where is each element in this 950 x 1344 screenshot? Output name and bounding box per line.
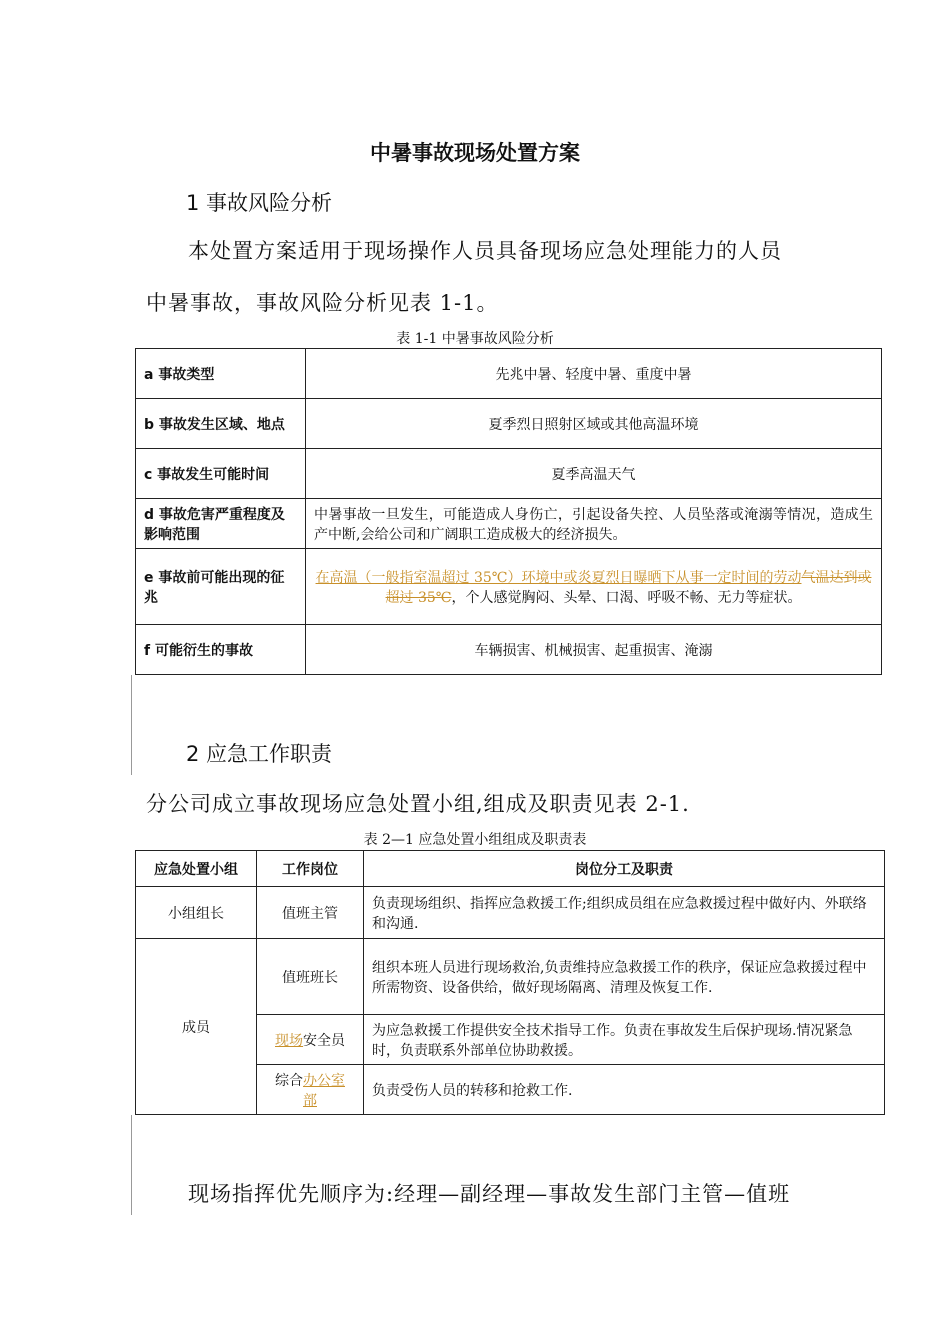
cell-text: 安全员 (303, 1032, 345, 1049)
table-cell-key: e 事故前可能出现的征兆 (136, 549, 306, 625)
table-cell-group: 小组组长 (136, 887, 257, 939)
table-row (136, 499, 882, 549)
table-cell-duty: 负责受伤人员的转移和抢救工作. (364, 1065, 885, 1115)
tracked-insertion: 办公室 (303, 1072, 345, 1089)
table-cell-key: d 事故危害严重程度及影响范围 (136, 499, 306, 549)
table-cell-value: 夏季高温天气 (306, 449, 882, 499)
table-cell-key: f 可能衍生的事故 (136, 625, 306, 675)
margin-line (131, 1115, 132, 1215)
section-heading-emergency-duties: 2 应急工作职责 (186, 742, 333, 766)
table-header-cell: 岗位分工及职责 (364, 851, 885, 887)
table-cell-key: b 事故发生区域、地点 (136, 399, 306, 449)
risk-analysis-table (135, 348, 882, 675)
table-cell-key: a 事故类型 (136, 349, 306, 399)
table-row (136, 399, 882, 449)
table-cell-duty: 组织本班人员进行现场救治,负责维持应急救援工作的秩序，保证应急救援过程中所需物资、设备供给，做好现场隔离、清理及恢复工作. (364, 939, 885, 1015)
table-cell-value: 车辆损害、机械损害、起重损害、淹溺 (306, 625, 882, 675)
tracked-insertion: 现场 (275, 1032, 303, 1049)
table-cell-value: 夏季烈日照射区域或其他高温环境 (306, 399, 882, 449)
table-cell-key: c 事故发生可能时间 (136, 449, 306, 499)
table-cell-value (306, 549, 882, 625)
footer-paragraph: 现场指挥优先顺序为:经理—副经理—事故发生部门主管—值班 (188, 1182, 791, 1206)
table-cell-value: 先兆中暑、轻度中暑、重度中暑 (306, 349, 882, 399)
table-row (136, 349, 882, 399)
paragraph-line: 分公司成立事故现场应急处置小组,组成及职责见表 2-1. (146, 792, 690, 816)
table-row (136, 449, 882, 499)
table-row (136, 549, 882, 625)
table-caption: 表 1-1 中暑事故风险分析 (396, 331, 554, 347)
table-cell-post: 值班主管 (257, 887, 364, 939)
table-cell-post (257, 1015, 364, 1065)
table-cell-duty: 负责现场组织、指挥应急救援工作;组织成员组在应急救援过程中做好内、外联络和沟通. (364, 887, 885, 939)
section-heading-risk-analysis: 1 事故风险分析 (186, 191, 333, 215)
table-cell-duty: 为应急救援工作提供安全技术指导工作。负责在事故发生后保护现场.情况紧急时，负责联系外部单位协助救援。 (364, 1015, 885, 1065)
tracked-insertion: 部 (303, 1092, 317, 1109)
cell-text: ，个人感觉胸闷、头晕、口渴、呼吸不畅、无力等症状。 (451, 589, 802, 606)
table-header-cell: 应急处置小组 (136, 851, 257, 887)
table-cell-value: 中暑事故一旦发生，可能造成人身伤亡，引起设备失控、人员坠落或淹溺等情况，造成生产中断,会给公司和广阔职工造成极大的经济损失。 (306, 499, 882, 549)
paragraph-line: 本处置方案适用于现场操作人员具备现场应急处理能力的人员 (188, 239, 782, 263)
document-title: 中暑事故现场处置方案 (370, 141, 580, 165)
table-cell-post (257, 1065, 364, 1115)
table-header-row (136, 851, 885, 887)
table-header-cell: 工作岗位 (257, 851, 364, 887)
margin-line (131, 675, 132, 775)
tracked-deletion: 气温达到或超过 35℃ (385, 569, 872, 606)
tracked-insertion: 在高温（一般指室温超过 35℃）环境中或炎夏烈日曝晒下从事一定时间的劳动 (315, 569, 802, 586)
cell-text: 综合 (275, 1072, 303, 1089)
paragraph-line: 中暑事故，事故风险分析见表 1-1。 (146, 291, 499, 315)
table-cell-group: 成员 (136, 939, 257, 1115)
emergency-team-table (135, 850, 885, 1115)
table-row (136, 887, 885, 939)
table-cell-post: 值班班长 (257, 939, 364, 1015)
table-row (136, 939, 885, 1015)
table-row (136, 625, 882, 675)
table-caption: 表 2—1 应急处置小组组成及职责表 (363, 832, 587, 848)
